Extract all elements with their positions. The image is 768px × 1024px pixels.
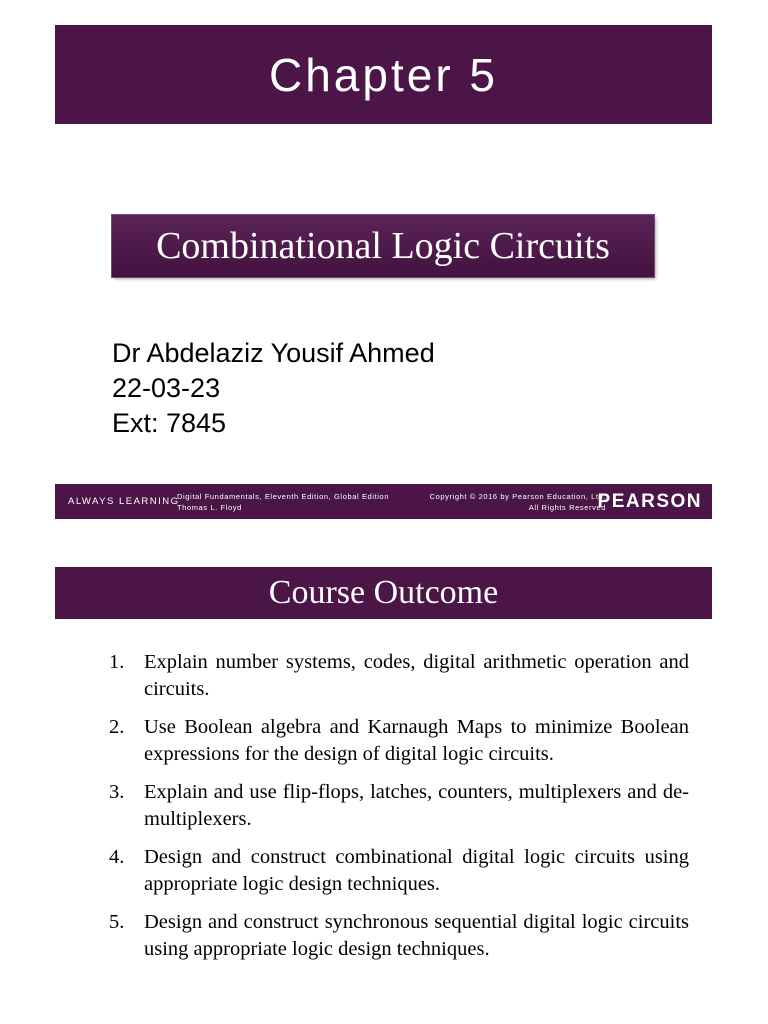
author-block bbox=[112, 336, 435, 441]
course-outcome-banner bbox=[55, 567, 712, 619]
item-number: 4. bbox=[109, 846, 125, 868]
list-item bbox=[109, 649, 689, 702]
list-item bbox=[109, 779, 689, 832]
footer-copyright bbox=[430, 491, 606, 513]
item-number: 3. bbox=[109, 781, 125, 803]
footer-tagline: ALWAYS LEARNING bbox=[68, 496, 180, 507]
item-number: 2. bbox=[109, 716, 125, 738]
chapter-title: Chapter 5 bbox=[268, 48, 498, 101]
item-text: Explain number systems, codes, digital arithmetic operation and circuits. bbox=[144, 651, 689, 700]
footer-rights-line: All Rights Reserved bbox=[528, 503, 606, 512]
footer-book-info bbox=[177, 491, 389, 513]
author-ext: Ext: 7845 bbox=[112, 408, 227, 438]
list-item bbox=[109, 844, 689, 897]
item-number: 1. bbox=[109, 651, 125, 673]
pearson-logo: PEARSON bbox=[597, 491, 702, 512]
list-item bbox=[109, 909, 689, 962]
footer-copyright-line: Copyright © 2016 by Pearson Education, Ltd. bbox=[429, 492, 606, 501]
item-text: Explain and use flip-flops, latches, counters, multiplexers and de-multiplexers. bbox=[144, 781, 689, 830]
subtitle-banner bbox=[112, 215, 654, 277]
footer-book-author: Thomas L. Floyd bbox=[177, 503, 242, 512]
footer-book-title: Digital Fundamentals, Eleventh Edition, Global Edition bbox=[177, 492, 390, 501]
subtitle-text: Combinational Logic Circuits bbox=[156, 225, 610, 267]
chapter-banner bbox=[55, 25, 712, 124]
author-name: Dr Abdelaziz Yousif Ahmed bbox=[112, 338, 435, 368]
slide-footer bbox=[55, 484, 712, 519]
item-text: Use Boolean algebra and Karnaugh Maps to minimize Boolean expressions for the design of digital logic circuits. bbox=[144, 716, 689, 765]
outcome-list bbox=[109, 649, 689, 974]
list-item bbox=[109, 714, 689, 767]
item-text: Design and construct synchronous sequential digital logic circuits using appropriate logic design techniques. bbox=[144, 911, 689, 960]
course-outcome-heading: Course Outcome bbox=[268, 574, 499, 611]
item-text: Design and construct combinational digital logic circuits using appropriate logic design techniques. bbox=[144, 846, 689, 895]
item-number: 5. bbox=[109, 911, 125, 933]
author-date: 22-03-23 bbox=[112, 373, 221, 403]
